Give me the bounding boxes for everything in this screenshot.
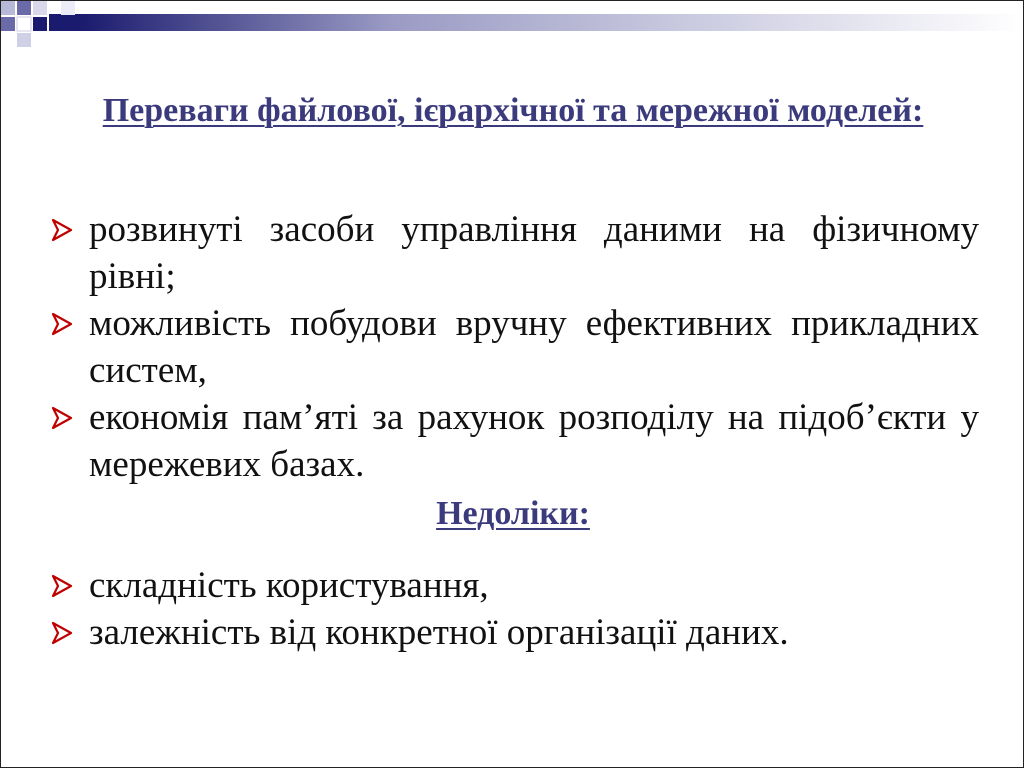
header-gradient-band (49, 14, 1023, 31)
arrow-bullet-icon (49, 573, 75, 599)
arrow-bullet-icon (49, 311, 75, 337)
advantages-list (49, 206, 979, 488)
list-item-text: залежність від конкретної організації даних. (89, 612, 789, 653)
advantages-heading: Переваги файлової, ієрархічної та мережної моделей: (102, 92, 924, 129)
list-item-text: економія пам’яті за рахунок розподілу на підоб’єкти у мережевих базах. (89, 397, 979, 485)
arrow-bullet-icon (49, 405, 75, 431)
list-item (49, 300, 979, 394)
disadvantages-heading: Недоліки: (436, 495, 590, 532)
list-item-text: складність користування, (89, 565, 489, 606)
list-item (49, 609, 979, 656)
list-item (49, 394, 979, 488)
list-item-text: розвинуті засоби управління даними на фізичному рівні; (89, 209, 979, 297)
list-item (49, 206, 979, 300)
arrow-bullet-icon (49, 620, 75, 646)
list-item-text: можливість побудови вручну ефективних прикладних систем, (89, 303, 979, 391)
arrow-bullet-icon (49, 217, 75, 243)
list-item (49, 562, 979, 609)
header-decoration (1, 1, 1023, 49)
disadvantages-list (49, 562, 979, 656)
